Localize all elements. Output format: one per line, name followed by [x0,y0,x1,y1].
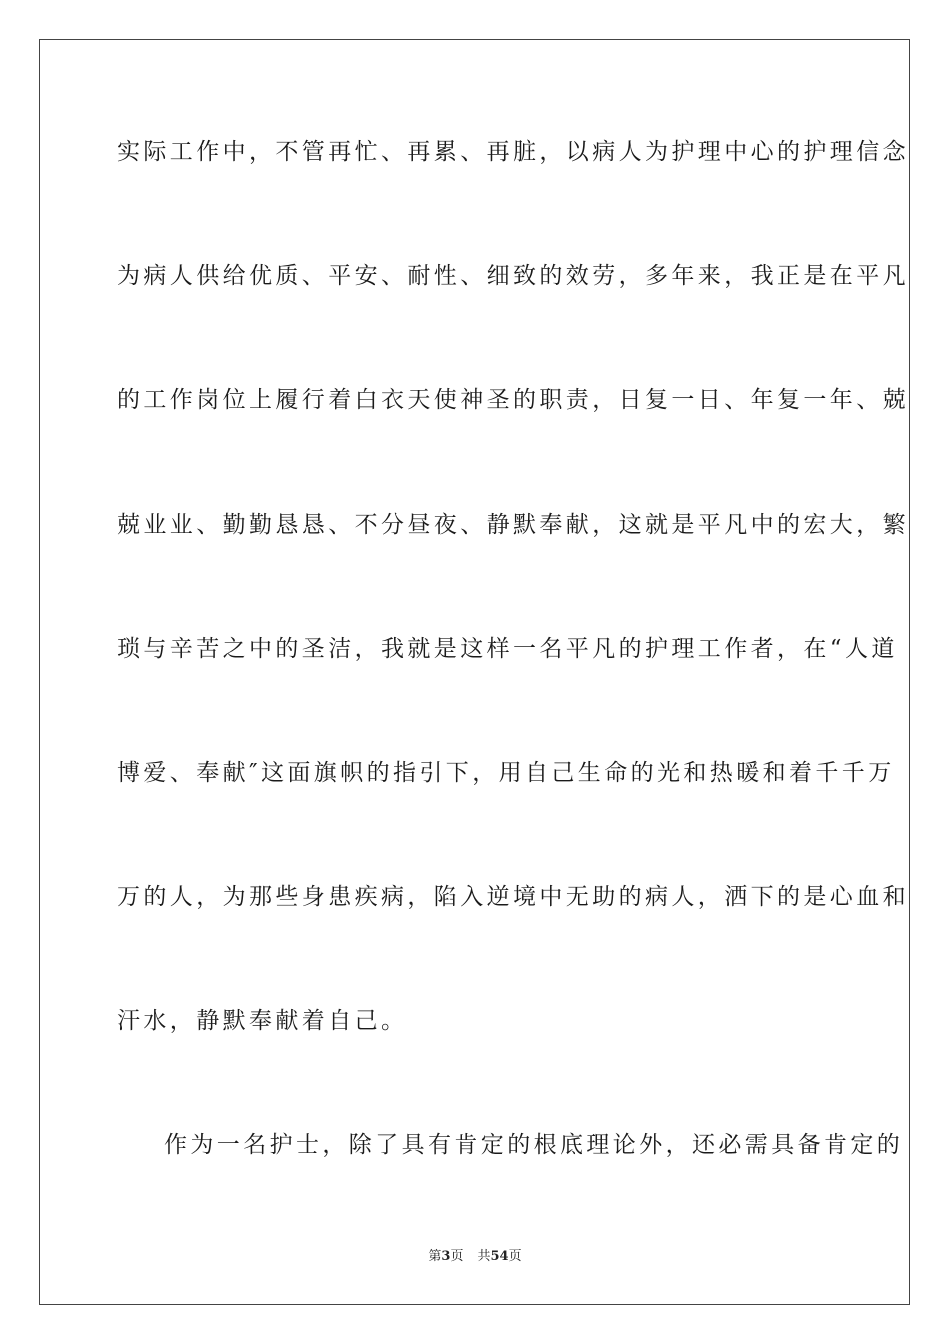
paragraph-first-line: 作为一名护士，除了具有肯定的根底理论外，还必需具备肯定的 [164,1132,904,1158]
body-line: 万的人，为那些身患疾病，陷入逆境中无助的病人，洒下的是心血和 [117,884,909,910]
body-line: 为病人供给优质、平安、耐性、细致的效劳，多年来，我正是在平凡 [117,263,909,289]
body-line: 兢业业、勤勤恳恳、不分昼夜、静默奉献，这就是平凡中的宏大，繁 [117,512,909,538]
total-prefix: 共 [477,1249,491,1264]
body-line: 的工作岗位上履行着白衣天使神圣的职责，日复一日、年复一年、兢 [117,387,909,413]
total-page-count: 54 [490,1249,509,1264]
current-page-number: 3 [441,1249,451,1264]
body-line: 汗水，静默奉献着自己。 [117,1008,408,1034]
page-suffix: 页 [450,1249,464,1264]
body-line: 博爱、奉献″这面旗帜的指引下，用自己生命的光和热暖和着千千万 [117,760,895,786]
body-line: 琐与辛苦之中的圣洁，我就是这样一名平凡的护理工作者，在“人道 [117,636,898,662]
page-number-footer [0,1248,950,1266]
page-prefix: 第 [428,1249,442,1264]
body-line: 实际工作中，不管再忙、再累、再脏，以病人为护理中心的护理信念 [117,139,909,165]
page-border [39,39,910,1305]
total-suffix: 页 [508,1249,522,1264]
